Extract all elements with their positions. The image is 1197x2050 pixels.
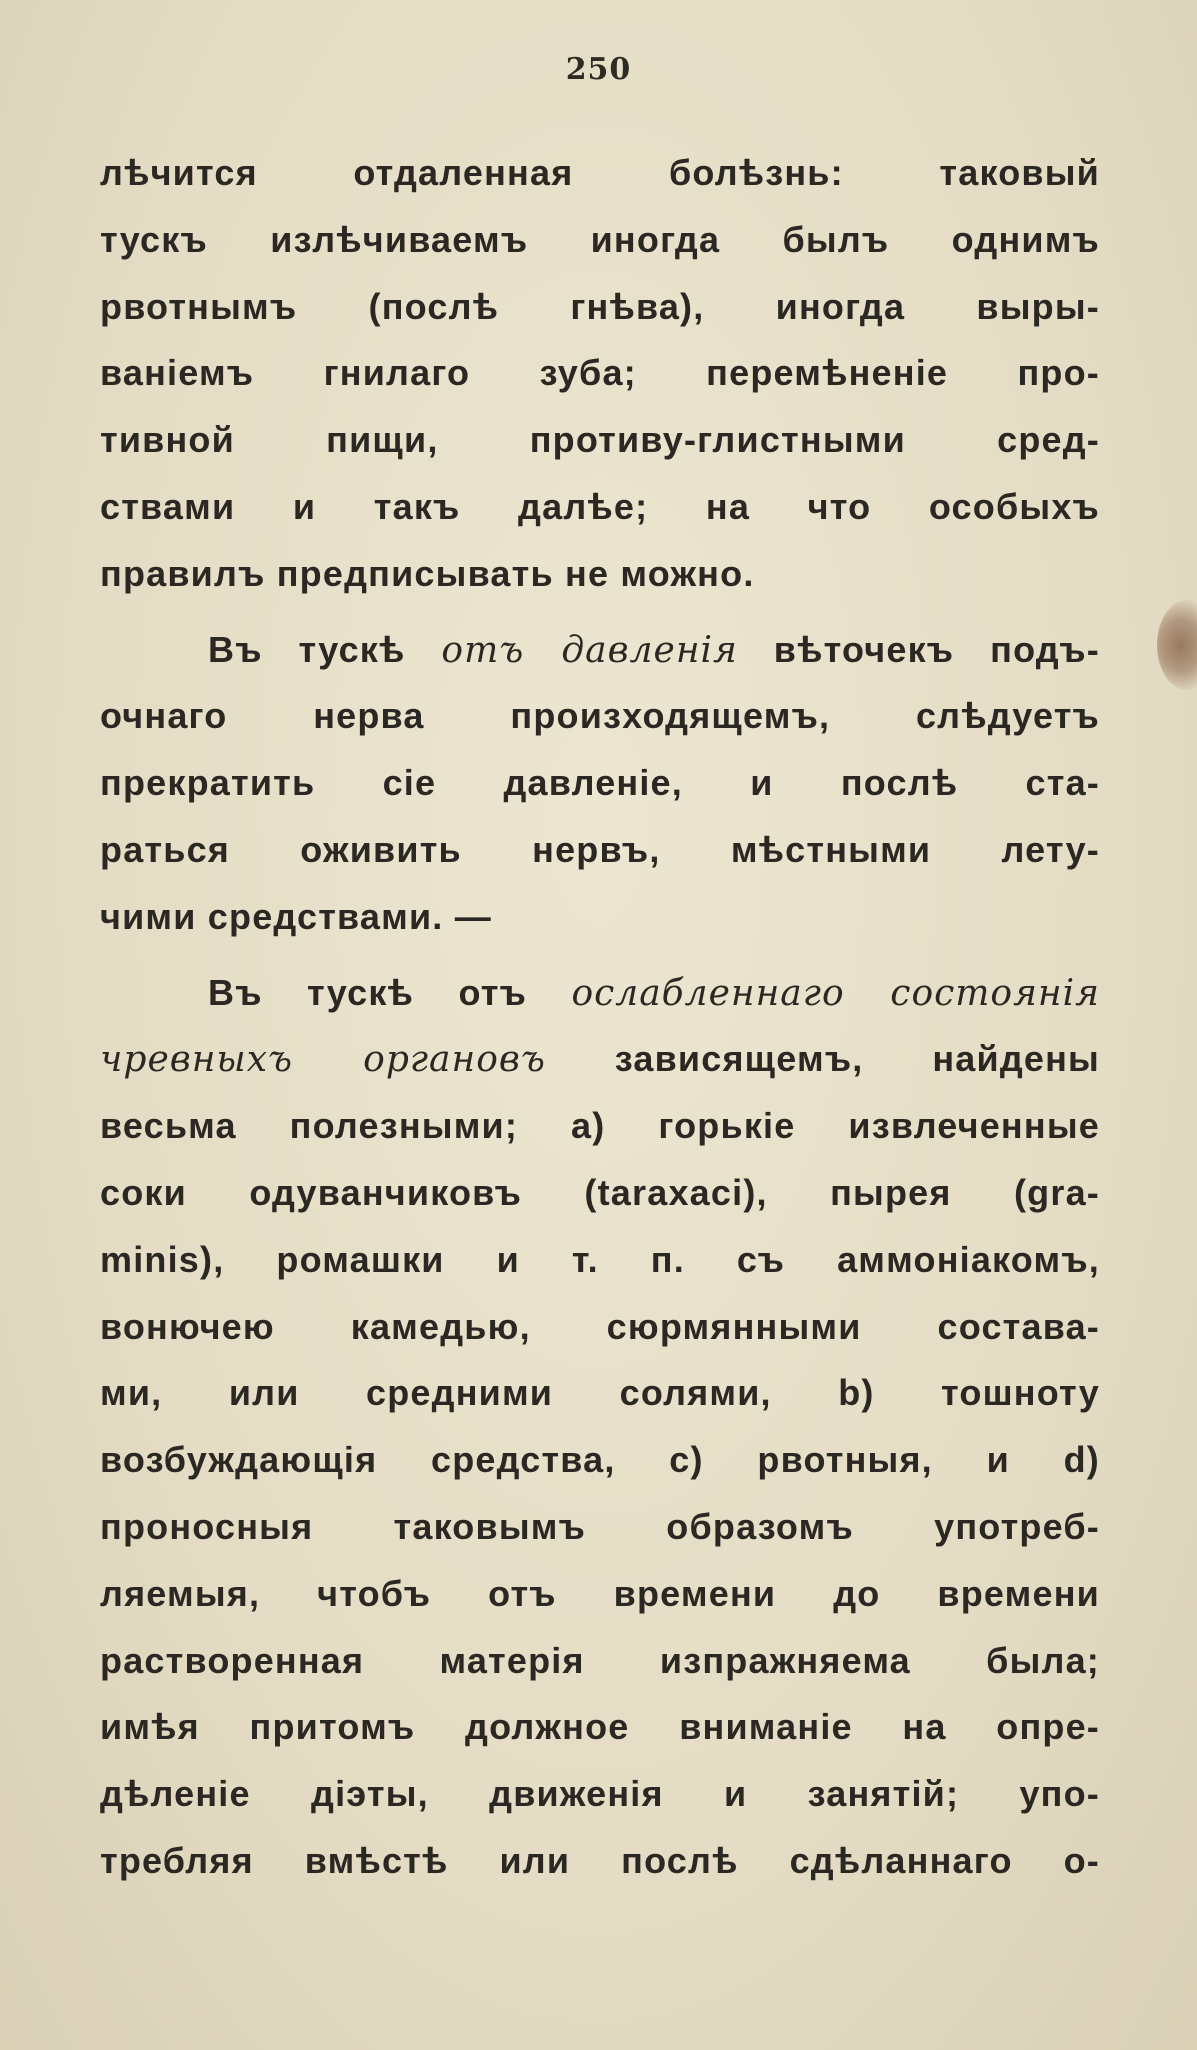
text-line: имѣя притомъ должное вниманіе на опре- — [100, 1706, 1100, 1748]
text-line: лѣчится отдаленная болѣзнь: таковый — [100, 152, 1100, 193]
text-line: вонючею камедью, сюрмянными состава- — [100, 1305, 1100, 1347]
page-number: 250 — [565, 52, 632, 87]
text-line: требляя вмѣстѣ или послѣ сдѣланнаго о- — [100, 1839, 1100, 1881]
italic-phrase: отъ давленія — [441, 629, 738, 671]
text-line: ми, или средними солями, b) тошноту — [100, 1372, 1100, 1414]
text-line: раться оживить нервъ, мѣстными лету- — [100, 828, 1100, 870]
text-line: проносныя таковымъ образомъ употреб- — [100, 1505, 1100, 1547]
paragraph-gap — [100, 951, 1100, 960]
body-text — [100, 140, 1100, 1895]
text-line: дѣленіе діэты, движенія и занятій; упо- — [100, 1773, 1100, 1815]
italic-phrase: ослабленнаго состоянія — [571, 972, 1100, 1014]
text-line: рвотнымъ (послѣ гнѣва), иногда выры- — [100, 285, 1100, 327]
text-line: ляемыя, чтобъ отъ времени до времени — [100, 1572, 1100, 1614]
text-line: чревныхъ органовъ зависящемъ, найдены — [100, 1038, 1100, 1081]
paper-stain — [1157, 600, 1197, 690]
text-line: прекратить сіе давленіе, и послѣ ста- — [100, 762, 1100, 804]
text-line: очнаго нерва произходящемъ, слѣдуетъ — [100, 695, 1100, 737]
text-line: Въ тускѣ отъ ослабленнаго состоянія — [208, 971, 1100, 1014]
paragraph-gap — [100, 608, 1100, 617]
text-line: растворенная матерія изпражняема была; — [100, 1639, 1100, 1681]
text-line: minis), ромашки и т. п. съ аммоніакомъ, — [100, 1238, 1100, 1280]
text-line: соки одуванчиковъ (taraxaci), пырея (gra- — [100, 1171, 1100, 1213]
italic-phrase: чревныхъ органовъ — [100, 1039, 546, 1081]
text-line: тивной пищи, противу-глистными сред- — [100, 419, 1100, 461]
text-line: чими средствами. — — [100, 895, 492, 937]
text-line: весьма полезными; a) горькіе извлеченные — [100, 1105, 1100, 1147]
text-line: ствами и такъ далѣе; на что особыхъ — [100, 485, 1100, 527]
text-line: возбуждающія средства, c) рвотныя, и d) — [100, 1439, 1100, 1481]
text-line: правилъ предписывать не можно. — [100, 552, 755, 594]
text-line: Въ тускѣ отъ давленія вѣточекъ подъ- — [208, 628, 1100, 671]
text-line: ваніемъ гнилаго зуба; перемѣненіе про- — [100, 352, 1100, 394]
text-line: тускъ излѣчиваемъ иногда былъ однимъ — [100, 218, 1100, 260]
